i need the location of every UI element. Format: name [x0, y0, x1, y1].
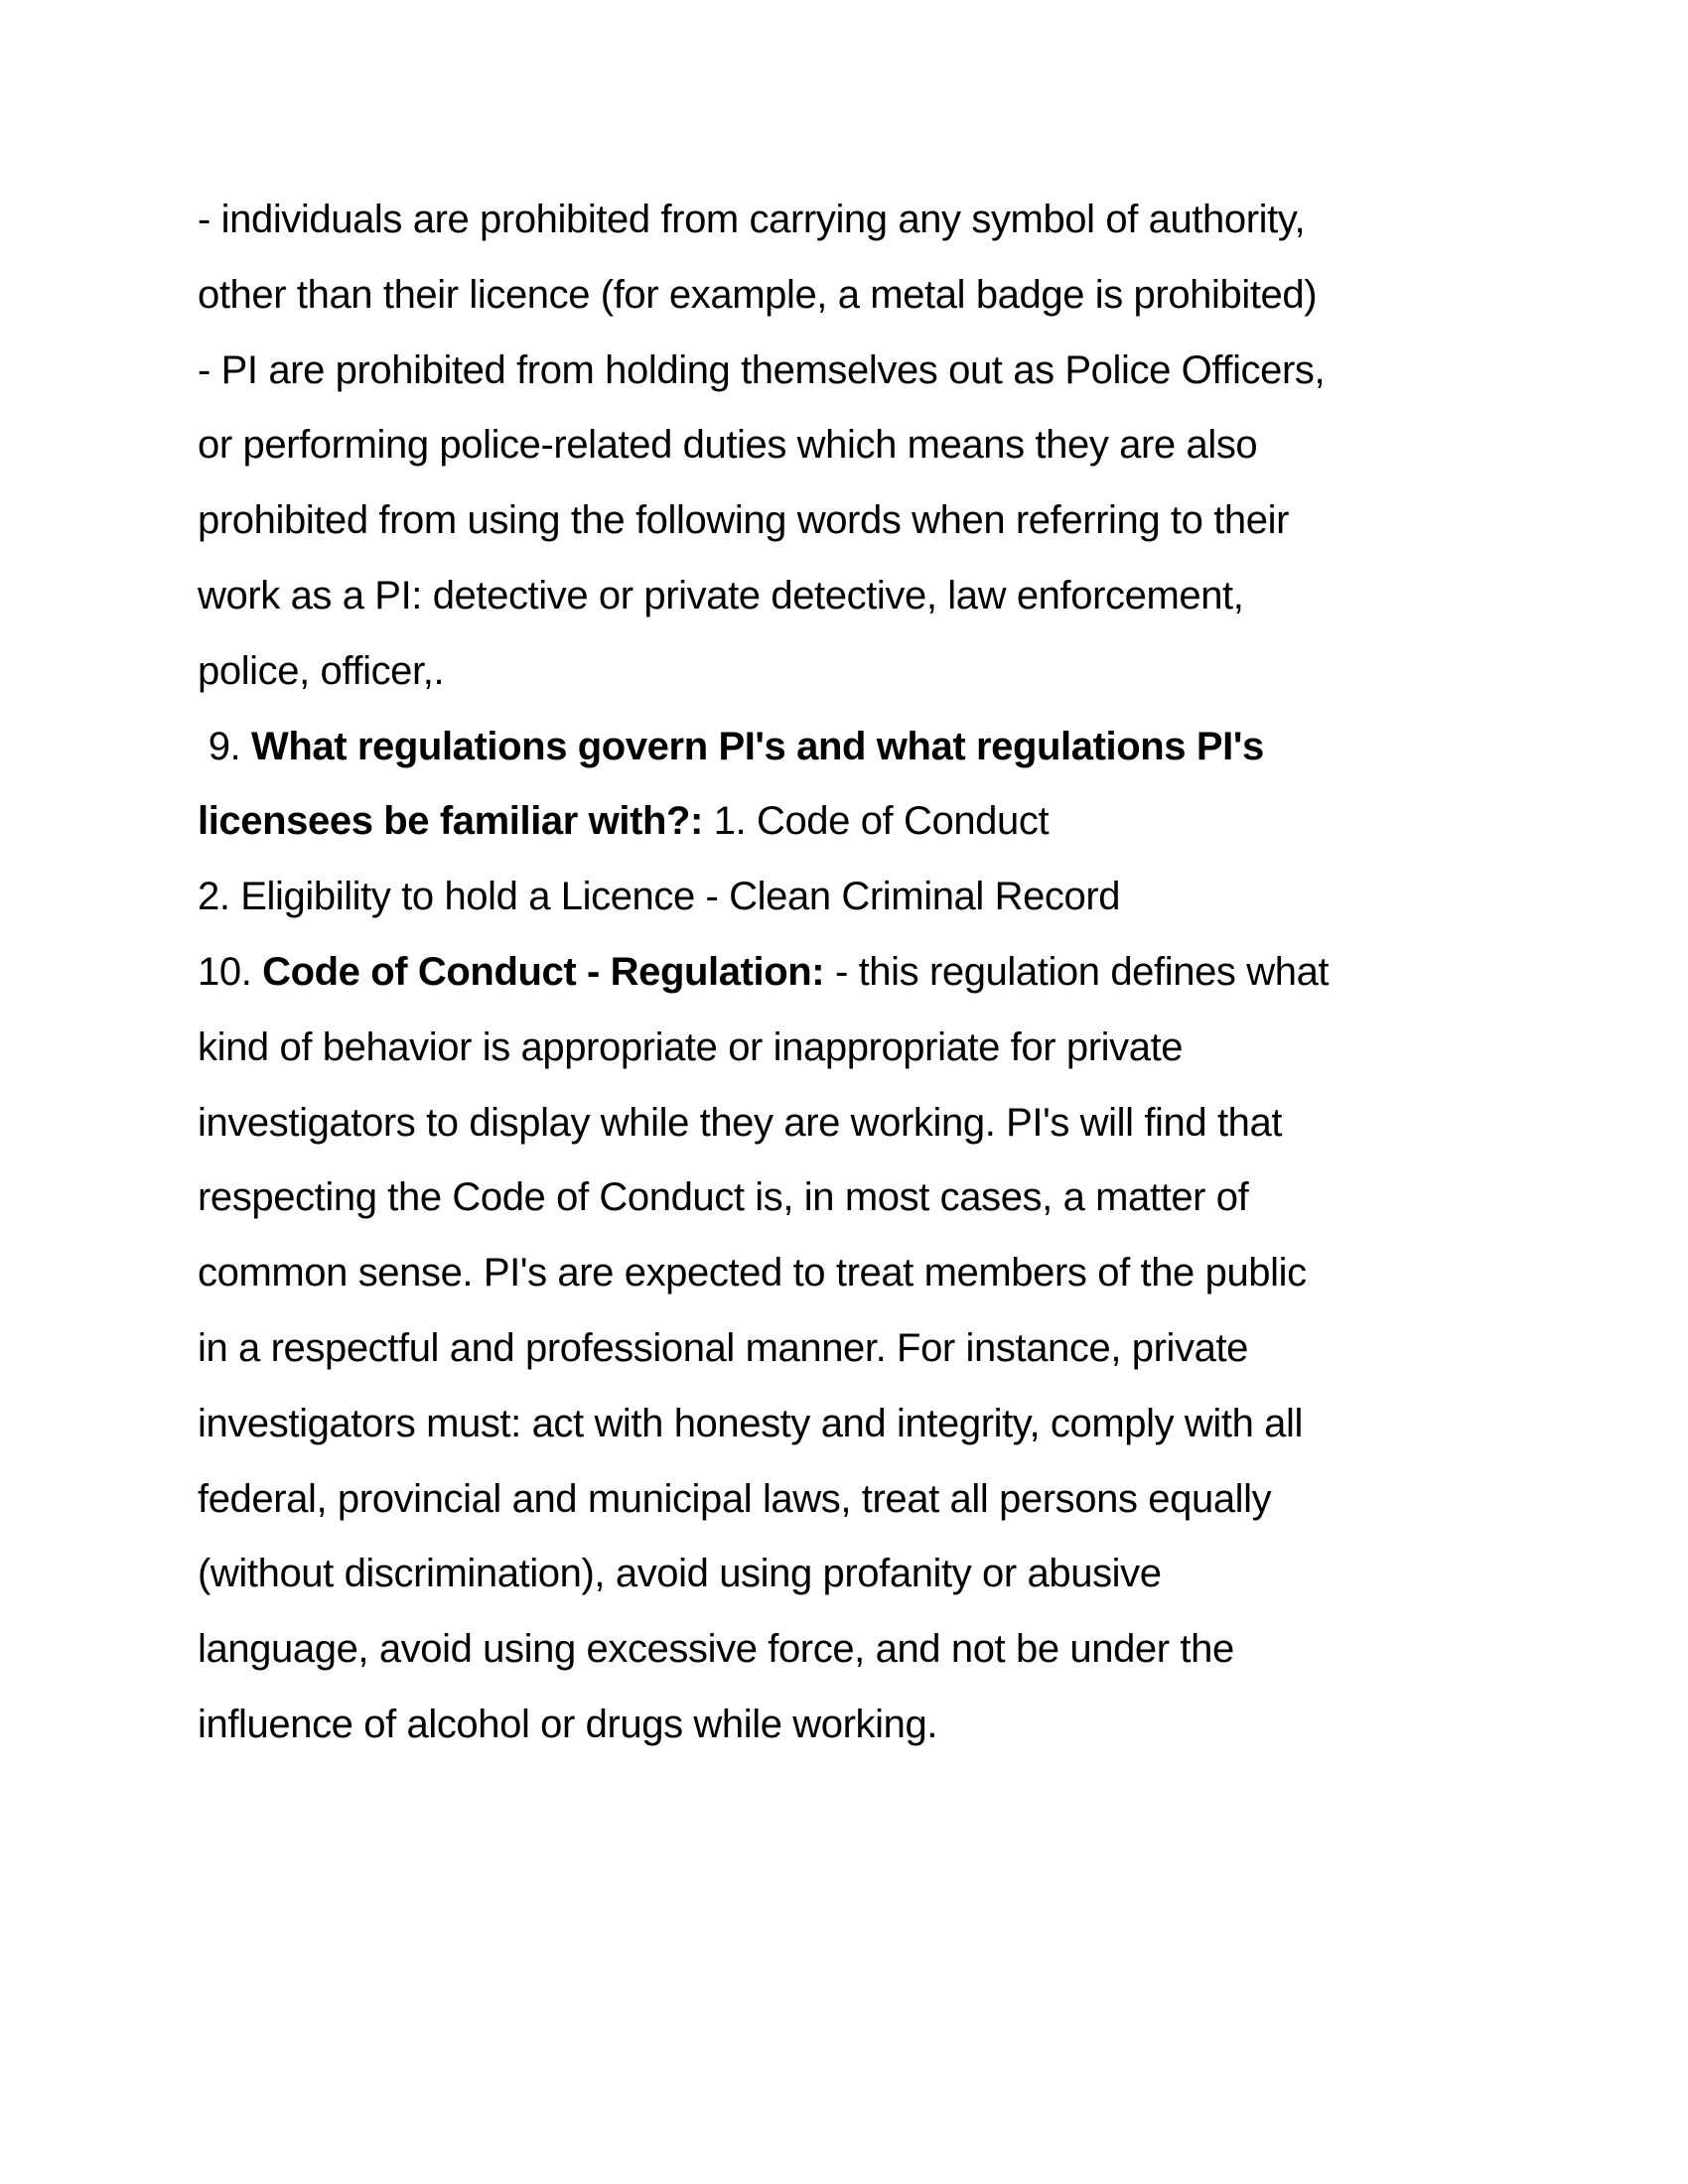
- text-line: [198, 784, 1538, 860]
- text-line: [198, 1387, 1538, 1462]
- text-line: [198, 334, 1538, 409]
- text-line: [198, 634, 1538, 710]
- body-text: 9.: [198, 724, 251, 768]
- body-text: police, officer,.: [198, 648, 445, 693]
- text-line: [198, 860, 1538, 935]
- text-line: [198, 1537, 1538, 1612]
- text-line: [198, 1086, 1538, 1161]
- body-text: kind of behavior is appropriate or inappropriate for private: [198, 1024, 1184, 1069]
- text-line: [198, 1160, 1538, 1236]
- text-line: [198, 559, 1538, 634]
- bold-heading-text: Code of Conduct - Regulation:: [262, 949, 825, 994]
- text-line: [198, 935, 1538, 1011]
- text-line: [198, 258, 1538, 334]
- bold-heading-text: What regulations govern PI's and what regulations PI's: [251, 724, 1264, 768]
- text-line: [198, 1612, 1538, 1688]
- body-text: - individuals are prohibited from carrying any symbol of authority,: [198, 198, 1306, 241]
- document-body: [198, 183, 1538, 1763]
- body-text: (without discrimination), avoid using profanity or abusive: [198, 1552, 1162, 1596]
- text-line: [198, 183, 1538, 258]
- text-line: [198, 1462, 1538, 1538]
- text-line: [198, 1011, 1538, 1086]
- body-text: 10.: [198, 949, 263, 994]
- body-text: 2. Eligibility to hold a Licence - Clean Criminal Record: [198, 875, 1121, 919]
- body-text: language, avoid using excessive force, and not be under the: [198, 1627, 1234, 1672]
- body-text: or performing police-related duties which means they are also: [198, 423, 1258, 468]
- body-text: influence of alcohol or drugs while working.: [198, 1702, 938, 1746]
- body-text: in a respectful and professional manner. For instance, private: [198, 1325, 1249, 1370]
- body-text: common sense. PI's are expected to treat members of the public: [198, 1251, 1307, 1296]
- text-line: [198, 1311, 1538, 1387]
- body-text: respecting the Code of Conduct is, in most cases, a matter of: [198, 1175, 1249, 1220]
- body-text: - PI are prohibited from holding themselves out as Police Officers,: [198, 347, 1326, 392]
- text-line: [198, 1688, 1538, 1763]
- body-text: prohibited from using the following words when referring to their: [198, 498, 1290, 543]
- body-text: investigators must: act with honesty and integrity, comply with all: [198, 1401, 1303, 1445]
- body-text: federal, provincial and municipal laws, treat all persons equally: [198, 1476, 1272, 1521]
- body-text: - this regulation defines what: [824, 949, 1330, 994]
- body-text: 1. Code of Conduct: [702, 799, 1050, 844]
- body-text: investigators to display while they are working. PI's will find that: [198, 1100, 1283, 1145]
- body-text: other than their licence (for example, a metal badge is prohibited): [198, 272, 1318, 317]
- text-line: [198, 408, 1538, 483]
- text-line: [198, 710, 1538, 785]
- body-text: work as a PI: detective or private detective, law enforcement,: [198, 573, 1244, 617]
- text-line: [198, 1236, 1538, 1311]
- text-line: [198, 483, 1538, 559]
- bold-heading-text: licensees be familiar with?:: [198, 799, 703, 844]
